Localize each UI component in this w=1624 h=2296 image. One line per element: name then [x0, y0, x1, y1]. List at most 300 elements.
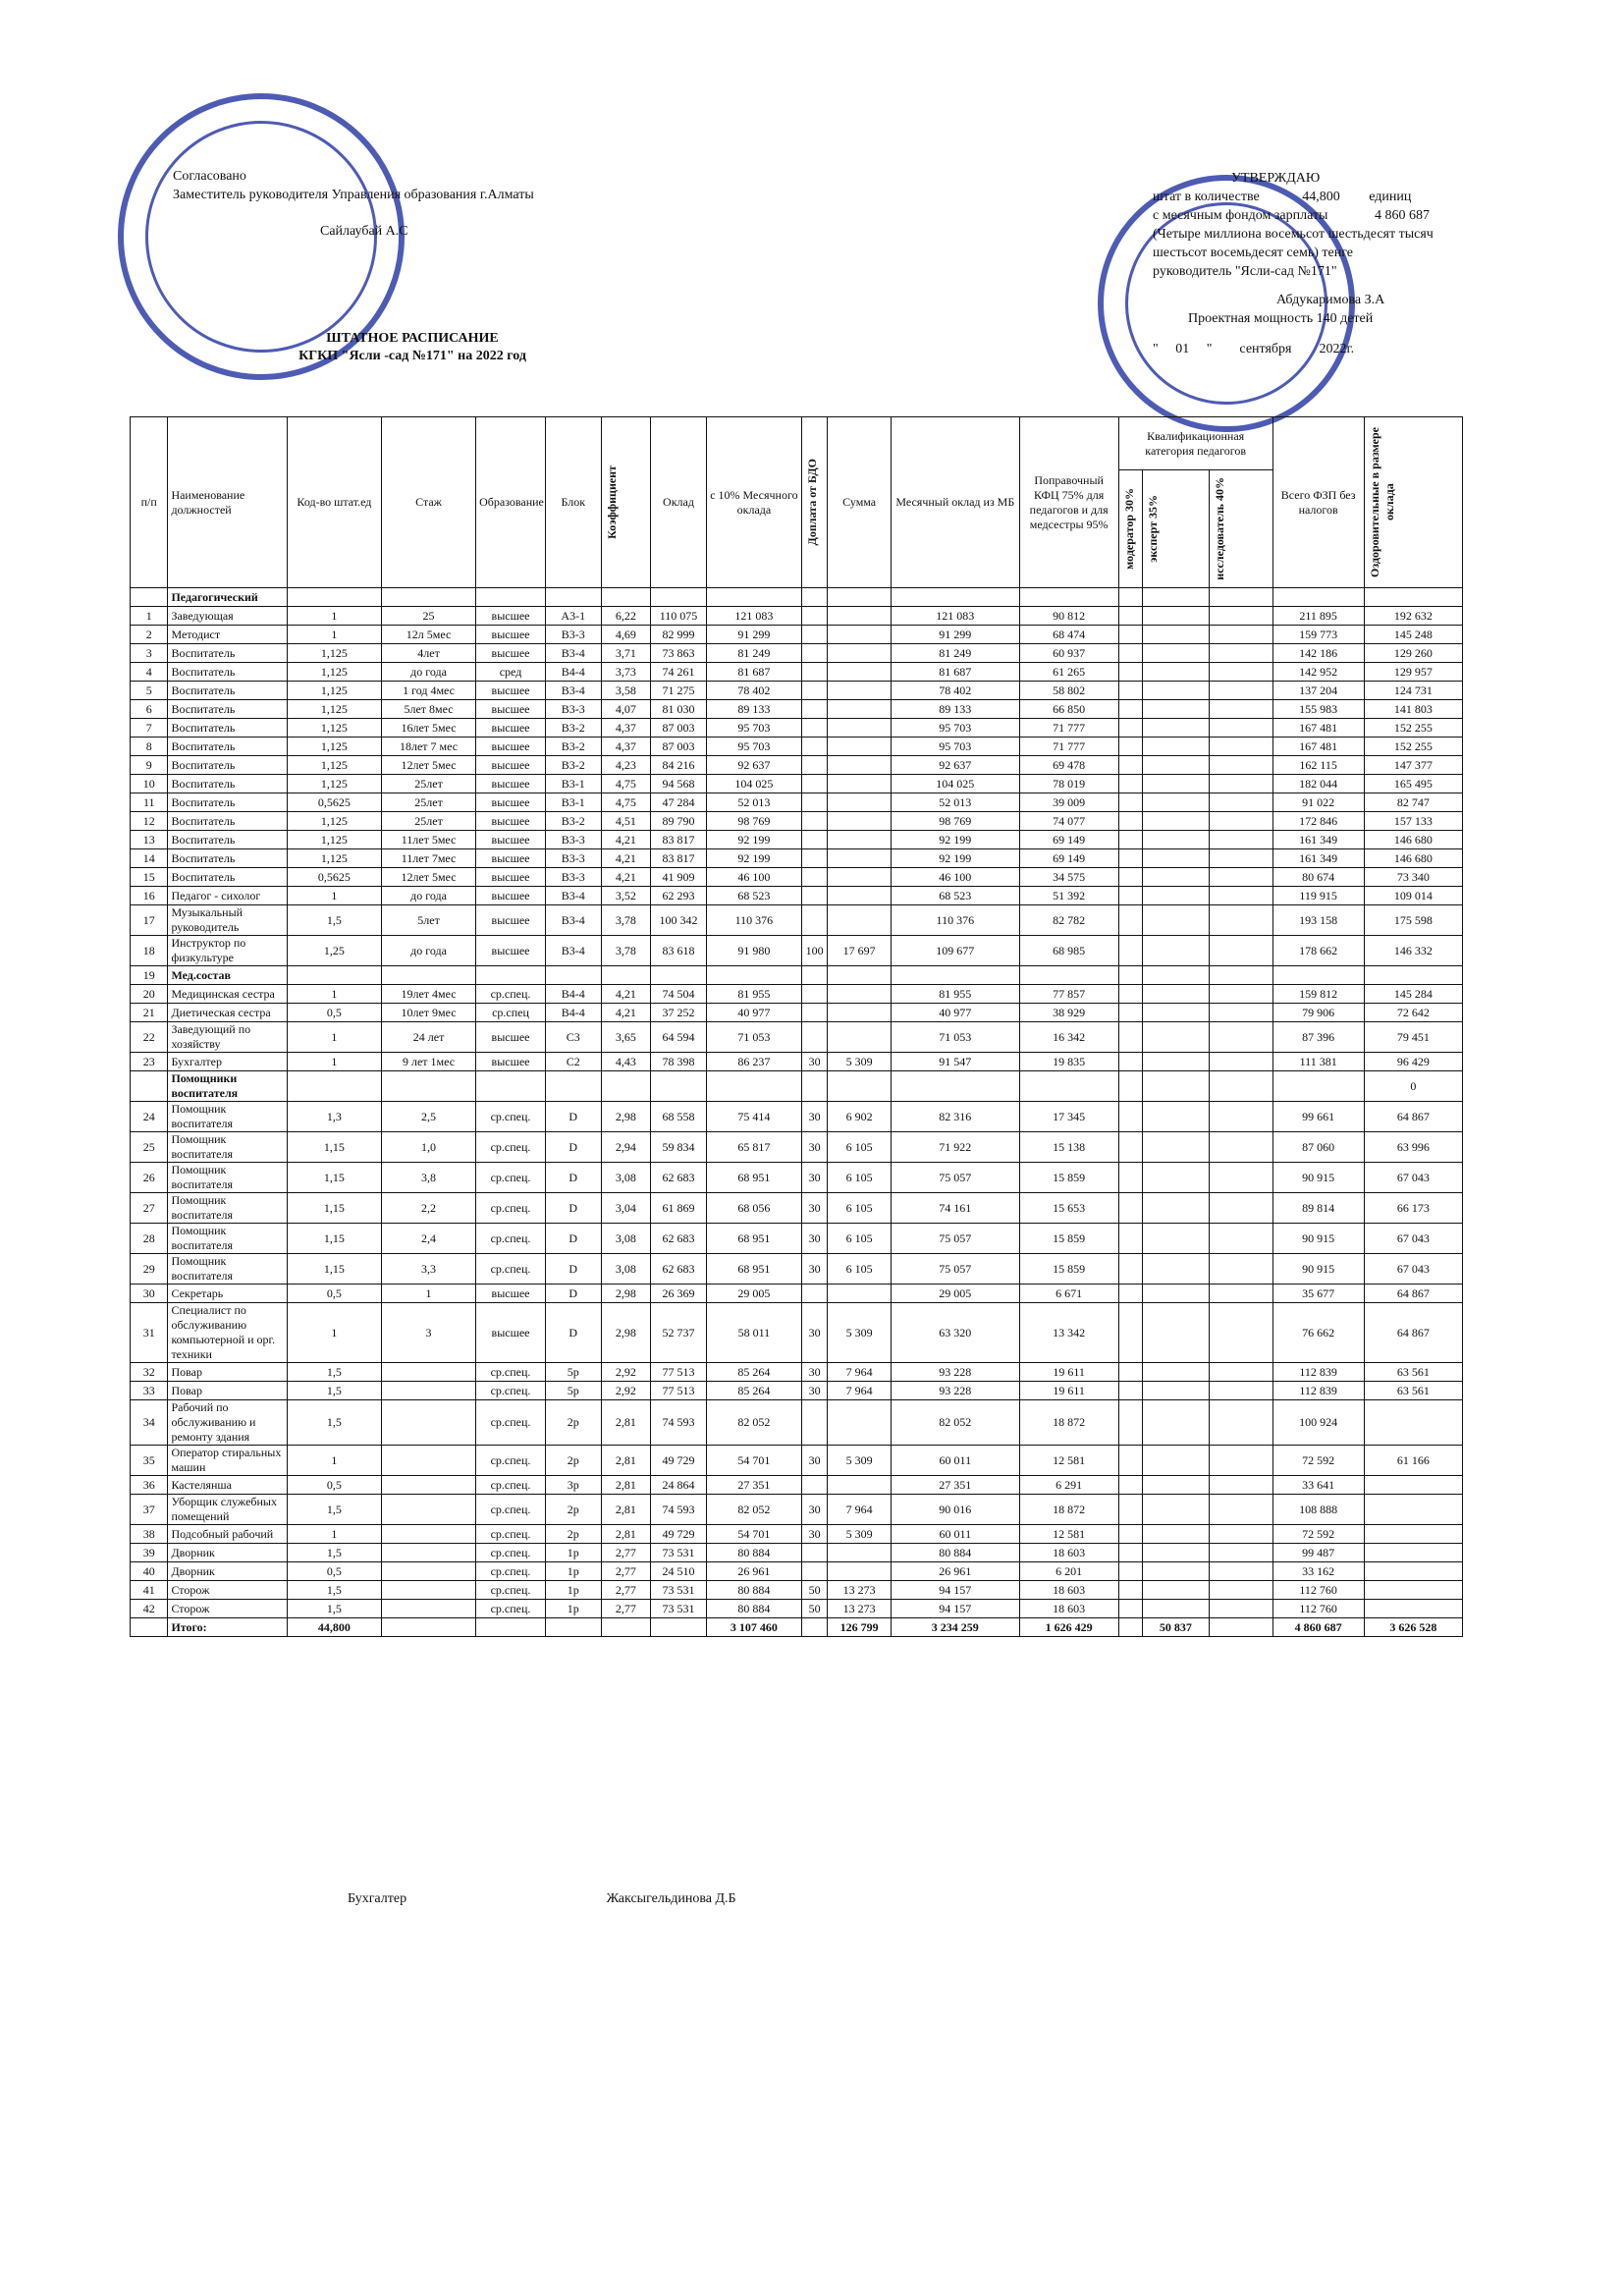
cell — [828, 1562, 892, 1581]
cell — [1364, 1562, 1462, 1581]
cell: 29 005 — [892, 1285, 1020, 1303]
cell: 1 — [287, 985, 381, 1004]
table-row — [131, 831, 1463, 849]
cell: 79 906 — [1272, 1004, 1364, 1022]
cell: 81 687 — [706, 663, 801, 682]
cell — [1209, 1382, 1272, 1400]
cell: 81 249 — [892, 644, 1020, 663]
cell — [1209, 1102, 1272, 1132]
cell — [828, 644, 892, 663]
cell — [892, 1071, 1020, 1102]
cell: 3 — [131, 644, 168, 663]
cell: 15 859 — [1019, 1224, 1118, 1254]
cell: 82 782 — [1019, 905, 1118, 936]
cell: 4,43 — [601, 1053, 651, 1071]
cell: ср.спец — [476, 1004, 546, 1022]
cell: 2,77 — [601, 1562, 651, 1581]
cell: 145 248 — [1364, 626, 1462, 644]
cell — [828, 775, 892, 793]
cell: 75 057 — [892, 1254, 1020, 1285]
cell: 5 309 — [828, 1303, 892, 1363]
cell: 37 252 — [651, 1004, 707, 1022]
cell: В3-4 — [545, 644, 601, 663]
cell — [1118, 812, 1142, 831]
cell — [828, 1285, 892, 1303]
total-cell: 1 626 429 — [1019, 1618, 1118, 1637]
cell: 61 869 — [651, 1193, 707, 1224]
cell: ср.спец. — [476, 1224, 546, 1254]
col-researcher — [1209, 470, 1272, 588]
cell: 1,125 — [287, 831, 381, 849]
cell: 2,81 — [601, 1495, 651, 1525]
cell: 30 — [801, 1053, 827, 1071]
cell — [1118, 588, 1142, 607]
cell — [1118, 644, 1142, 663]
cell — [545, 966, 601, 985]
cell — [1118, 905, 1142, 936]
cell: 38 — [131, 1525, 168, 1544]
cell — [706, 966, 801, 985]
cell — [828, 663, 892, 682]
cell — [706, 1071, 801, 1102]
cell — [1143, 1193, 1210, 1224]
cell: 47 284 — [651, 793, 707, 812]
cell: 17 697 — [828, 936, 892, 966]
cell — [476, 966, 546, 985]
cell: 18 872 — [1019, 1400, 1118, 1446]
cell — [1209, 849, 1272, 868]
cell: Помощник воспитателя — [168, 1193, 287, 1224]
cell: 68 951 — [706, 1163, 801, 1193]
cell: С2 — [545, 1053, 601, 1071]
cell — [1364, 1525, 1462, 1544]
cell: 84 216 — [651, 756, 707, 775]
cell: 74 504 — [651, 985, 707, 1004]
cell — [828, 831, 892, 849]
cell: 93 228 — [892, 1382, 1020, 1400]
cell: 3,52 — [601, 887, 651, 905]
cell: 100 342 — [651, 905, 707, 936]
cell — [1143, 966, 1210, 985]
cell: 3,8 — [381, 1163, 475, 1193]
cell: 99 487 — [1272, 1544, 1364, 1562]
cell: 82 999 — [651, 626, 707, 644]
cell — [651, 966, 707, 985]
cell: ср.спец. — [476, 1544, 546, 1562]
col-position: Наименование должностей — [168, 417, 287, 588]
cell: 1,15 — [287, 1193, 381, 1224]
cell — [1118, 756, 1142, 775]
cell: 3,08 — [601, 1163, 651, 1193]
cell — [1209, 793, 1272, 812]
cell — [1143, 887, 1210, 905]
cell: 94 568 — [651, 775, 707, 793]
cell: 7 964 — [828, 1382, 892, 1400]
cell: 1 — [287, 1525, 381, 1544]
cell: 30 — [801, 1132, 827, 1163]
cell: 41 — [131, 1581, 168, 1600]
cell: 82 747 — [1364, 793, 1462, 812]
col-fzp: Всего ФЗП без налогов — [1272, 417, 1364, 588]
cell: 1,5 — [287, 905, 381, 936]
cell: Помощник воспитателя — [168, 1102, 287, 1132]
cell: Воспитатель — [168, 831, 287, 849]
section-title: Мед.состав — [168, 966, 287, 985]
cell: Диетическая сестра — [168, 1004, 287, 1022]
cell: 17 — [131, 905, 168, 936]
cell — [1019, 1071, 1118, 1102]
cell: 4,37 — [601, 738, 651, 756]
cell: 2,81 — [601, 1400, 651, 1446]
cell: 142 952 — [1272, 663, 1364, 682]
cell — [381, 1581, 475, 1600]
cell: 61 166 — [1364, 1446, 1462, 1476]
cell: 81 687 — [892, 663, 1020, 682]
cell — [801, 1004, 827, 1022]
cell: 1,5 — [287, 1600, 381, 1618]
cell: В3-1 — [545, 775, 601, 793]
cell: 2,77 — [601, 1600, 651, 1618]
cell — [1209, 775, 1272, 793]
approval-right-l2 — [1153, 188, 1491, 206]
cell: Воспитатель — [168, 682, 287, 700]
cell — [1143, 1581, 1210, 1600]
cell: Секретарь — [168, 1285, 287, 1303]
cell: 6 105 — [828, 1224, 892, 1254]
cell: 2р — [545, 1400, 601, 1446]
cell: 9 лет 1мес — [381, 1053, 475, 1071]
cell: 18 603 — [1019, 1600, 1118, 1618]
total-row — [131, 1618, 1463, 1637]
cell: D — [545, 1132, 601, 1163]
cell: Воспитатель — [168, 719, 287, 738]
cell: 13 273 — [828, 1581, 892, 1600]
cell — [601, 1071, 651, 1102]
cell — [828, 793, 892, 812]
cell — [381, 588, 475, 607]
cell — [1143, 985, 1210, 1004]
cell: 9 — [131, 756, 168, 775]
cell: 29 005 — [706, 1285, 801, 1303]
cell: 26 369 — [651, 1285, 707, 1303]
title-line-1: ШТАТНОЕ РАСПИСАНИЕ — [326, 331, 499, 346]
cell: 1,3 — [287, 1102, 381, 1132]
cell: 2,92 — [601, 1363, 651, 1382]
cell — [1118, 887, 1142, 905]
cell: 129 957 — [1364, 663, 1462, 682]
cell — [828, 738, 892, 756]
cell — [1118, 1193, 1142, 1224]
total-cell: 50 837 — [1143, 1618, 1210, 1637]
cell: 0 — [1364, 1071, 1462, 1102]
cell: высшее — [476, 793, 546, 812]
cell — [381, 966, 475, 985]
cell — [828, 607, 892, 626]
col-bdo — [801, 417, 827, 588]
cell: 38 929 — [1019, 1004, 1118, 1022]
cell — [828, 719, 892, 738]
cell: 75 057 — [892, 1224, 1020, 1254]
cell: 94 157 — [892, 1600, 1020, 1618]
cell: 95 703 — [892, 719, 1020, 738]
cell: Оператор стиральных машин — [168, 1446, 287, 1476]
cell: 109 014 — [1364, 887, 1462, 905]
col-mb: Месячный оклад из МБ — [892, 417, 1020, 588]
cell: 1,25 — [287, 936, 381, 966]
cell: 7 964 — [828, 1495, 892, 1525]
cell: 34 575 — [1019, 868, 1118, 887]
cell — [828, 812, 892, 831]
cell — [381, 1525, 475, 1544]
cell: 85 264 — [706, 1382, 801, 1400]
cell: 83 817 — [651, 831, 707, 849]
cell: 26 961 — [892, 1562, 1020, 1581]
cell: 60 011 — [892, 1446, 1020, 1476]
table-row — [131, 1581, 1463, 1600]
staff-units-suffix: единиц — [1369, 190, 1412, 204]
cell: 21 — [131, 1004, 168, 1022]
cell — [828, 1004, 892, 1022]
total-cell: 3 234 259 — [892, 1618, 1020, 1637]
cell — [1118, 1581, 1142, 1600]
cell — [801, 1022, 827, 1053]
cell: 0,5 — [287, 1562, 381, 1581]
cell: 3,3 — [381, 1254, 475, 1285]
cell — [1143, 1562, 1210, 1581]
cell: 178 662 — [1272, 936, 1364, 966]
cell: 7 964 — [828, 1363, 892, 1382]
signer-name: Жаксыгельдинова Д.Б — [606, 1891, 736, 1906]
cell: В3-4 — [545, 936, 601, 966]
cell: 3р — [545, 1476, 601, 1495]
cell — [1209, 1163, 1272, 1193]
cell: 90 016 — [892, 1495, 1020, 1525]
table-row — [131, 1102, 1463, 1132]
cell: В3-2 — [545, 812, 601, 831]
cell: 71 053 — [892, 1022, 1020, 1053]
cell — [801, 812, 827, 831]
cell — [1209, 1193, 1272, 1224]
cell: 90 915 — [1272, 1224, 1364, 1254]
cell: 167 481 — [1272, 719, 1364, 738]
cell — [381, 1476, 475, 1495]
table-row — [131, 700, 1463, 719]
cell — [1209, 663, 1272, 682]
cell: 64 594 — [651, 1022, 707, 1053]
cell — [1118, 868, 1142, 887]
cell: 79 451 — [1364, 1022, 1462, 1053]
cell: 4,75 — [601, 775, 651, 793]
cell: 23 — [131, 1053, 168, 1071]
cell — [1118, 607, 1142, 626]
cell — [1209, 1285, 1272, 1303]
cell: 67 043 — [1364, 1224, 1462, 1254]
table-row — [131, 1363, 1463, 1382]
cell — [1143, 644, 1210, 663]
cell: 98 769 — [706, 812, 801, 831]
cell: 40 977 — [892, 1004, 1020, 1022]
cell: 71 922 — [892, 1132, 1020, 1163]
cell: 77 513 — [651, 1363, 707, 1382]
cell: 17 345 — [1019, 1102, 1118, 1132]
cell: 63 561 — [1364, 1363, 1462, 1382]
cell — [381, 1382, 475, 1400]
cell: 81 955 — [892, 985, 1020, 1004]
cell: 18 872 — [1019, 1495, 1118, 1525]
cell: 80 884 — [706, 1600, 801, 1618]
cell: 78 402 — [706, 682, 801, 700]
cell: D — [545, 1193, 601, 1224]
cell: Повар — [168, 1382, 287, 1400]
cell: Помощник воспитателя — [168, 1224, 287, 1254]
cell — [1118, 1562, 1142, 1581]
cell: 2,92 — [601, 1382, 651, 1400]
cell: 87 003 — [651, 719, 707, 738]
cell — [828, 849, 892, 868]
table-row — [131, 849, 1463, 868]
cell: 33 162 — [1272, 1562, 1364, 1581]
cell: высшее — [476, 1022, 546, 1053]
cell: 91 022 — [1272, 793, 1364, 812]
cell: до года — [381, 663, 475, 682]
cell: Воспитатель — [168, 849, 287, 868]
cell: 147 377 — [1364, 756, 1462, 775]
cell: 68 523 — [892, 887, 1020, 905]
cell: 121 083 — [892, 607, 1020, 626]
cell: 4 — [131, 663, 168, 682]
cell — [287, 588, 381, 607]
cell: 12 581 — [1019, 1525, 1118, 1544]
title-line-2: КГКП "Ясли -сад №171" на 2022 год — [298, 349, 526, 363]
cell: Медицинская сестра — [168, 985, 287, 1004]
cell: 1,125 — [287, 738, 381, 756]
cell: 65 817 — [706, 1132, 801, 1163]
cell: 13 342 — [1019, 1303, 1118, 1363]
table-row — [131, 738, 1463, 756]
cell — [1209, 738, 1272, 756]
cell — [828, 868, 892, 887]
cell — [801, 1400, 827, 1446]
cell: Сторож — [168, 1600, 287, 1618]
cell — [801, 738, 827, 756]
cell: высшее — [476, 905, 546, 936]
cell — [828, 626, 892, 644]
cell — [1364, 1600, 1462, 1618]
cell: 14 — [131, 849, 168, 868]
cell — [1143, 1053, 1210, 1071]
cell: 90 812 — [1019, 607, 1118, 626]
cell — [1143, 682, 1210, 700]
approval-right-l6: руководитель "Ясли-сад №171" — [1153, 264, 1337, 279]
approval-left — [173, 167, 585, 241]
cell: до года — [381, 887, 475, 905]
cell — [1209, 1071, 1272, 1102]
cell: 100 924 — [1272, 1400, 1364, 1446]
cell — [1143, 756, 1210, 775]
cell — [828, 985, 892, 1004]
cell: 95 703 — [706, 738, 801, 756]
cell: 15 859 — [1019, 1163, 1118, 1193]
cell: 1,15 — [287, 1254, 381, 1285]
cell — [1118, 985, 1142, 1004]
cell — [1364, 588, 1462, 607]
cell: Воспитатель — [168, 700, 287, 719]
cell — [1118, 1400, 1142, 1446]
cell: 5 309 — [828, 1053, 892, 1071]
cell: 10лет 9мес — [381, 1004, 475, 1022]
cell — [801, 905, 827, 936]
cell: 4,23 — [601, 756, 651, 775]
total-cell: Итого: — [168, 1618, 287, 1637]
cell: 71 777 — [1019, 738, 1118, 756]
cell: 146 680 — [1364, 831, 1462, 849]
cell: ср.спец. — [476, 1193, 546, 1224]
cell: 52 737 — [651, 1303, 707, 1363]
cell: 3,08 — [601, 1254, 651, 1285]
cell: 6 105 — [828, 1254, 892, 1285]
cell: 30 — [801, 1163, 827, 1193]
cell: 3,08 — [601, 1224, 651, 1254]
cell: высшее — [476, 831, 546, 849]
total-cell — [1209, 1618, 1272, 1637]
cell — [601, 966, 651, 985]
cell: ср.спец. — [476, 1132, 546, 1163]
cell: В3-2 — [545, 738, 601, 756]
cell: 62 683 — [651, 1254, 707, 1285]
cell — [1143, 1600, 1210, 1618]
cell — [381, 1562, 475, 1581]
cell: 4,37 — [601, 719, 651, 738]
cell: 172 846 — [1272, 812, 1364, 831]
cell: D — [545, 1224, 601, 1254]
cell: 54 701 — [706, 1525, 801, 1544]
cell: Помощник воспитателя — [168, 1163, 287, 1193]
cell: 68 985 — [1019, 936, 1118, 966]
cell: 90 915 — [1272, 1163, 1364, 1193]
cell: 1 — [287, 1303, 381, 1363]
cell: 64 867 — [1364, 1102, 1462, 1132]
cell: 85 264 — [706, 1363, 801, 1382]
cell — [1143, 868, 1210, 887]
cell: 95 703 — [706, 719, 801, 738]
cell: 95 703 — [892, 738, 1020, 756]
cell: высшее — [476, 868, 546, 887]
cell: 5лет 8мес — [381, 700, 475, 719]
cell: 12л 5мес — [381, 626, 475, 644]
cell: высшее — [476, 626, 546, 644]
cell: 4,69 — [601, 626, 651, 644]
cell: 30 — [801, 1102, 827, 1132]
cell: 27 351 — [706, 1476, 801, 1495]
cell: В3-3 — [545, 849, 601, 868]
cell — [1143, 1022, 1210, 1053]
cell: 6 105 — [828, 1163, 892, 1193]
cell: ср.спец. — [476, 1562, 546, 1581]
cell: 39 009 — [1019, 793, 1118, 812]
cell: 0,5625 — [287, 793, 381, 812]
cell: 73 531 — [651, 1544, 707, 1562]
cell: 27 351 — [892, 1476, 1020, 1495]
cell — [801, 719, 827, 738]
cell: 54 701 — [706, 1446, 801, 1476]
cell: 30 — [801, 1525, 827, 1544]
cell: 68 951 — [706, 1254, 801, 1285]
cell: 68 558 — [651, 1102, 707, 1132]
cell: 71 053 — [706, 1022, 801, 1053]
table-row — [131, 1254, 1463, 1285]
cell — [828, 756, 892, 775]
cell: 93 228 — [892, 1363, 1020, 1382]
